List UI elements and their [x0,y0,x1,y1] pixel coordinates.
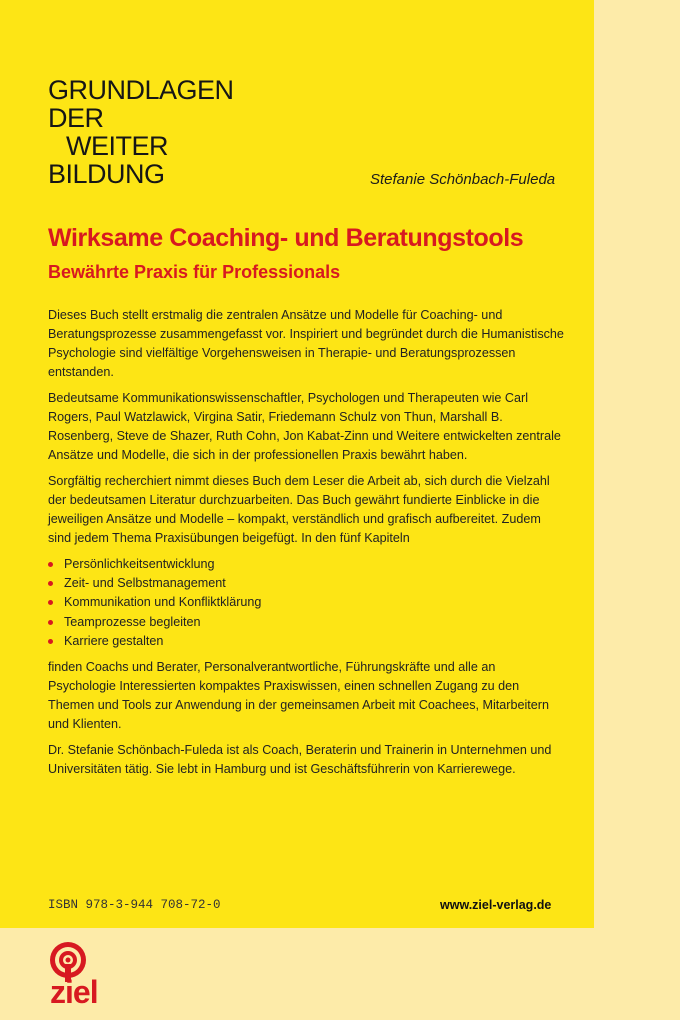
blurb-paragraph-2: Bedeutsame Kommunikationswissenschaftler, Psychologen und Therapeuten wie Carl Rogers, Paul Watzlawick, Virgina Satir, Friedemann Schulz von Thun, Marshall B. Rosenberg, Steve de Shazer, Ruth Cohn, Jon Kabat-Zinn und Weitere entwickelten zentrale Ansätze und Modelle, die sich in der professionellen Praxis bewährt haben. [48,391,561,462]
list-item [48,555,564,574]
list-item-label: Zeit- und Selbstmanagement [64,576,226,591]
bullet-icon [48,600,53,605]
list-item [48,613,564,632]
book-subtitle: Bewährte Praxis für Professionals [48,262,341,282]
blurb-paragraph-1: Dieses Buch stellt erstmalig die zentralen Ansätze und Modelle für Coaching- und Beratungsprozesse zusammengefasst vor. Inspiriert und begründet durch die Humanistische Psychologie sind vielfältige Vorgehensweisen in Therapie- und Beratungsprozessen entstanden. [48,308,564,379]
bullet-icon [48,562,53,567]
bullet-icon [48,639,53,644]
series-line-2: DER [48,103,104,133]
list-item [48,574,564,593]
list-item-label: Teamprozesse begleiten [64,614,201,629]
list-item [48,593,564,612]
isbn: ISBN 978-3-944 708-72-0 [48,898,221,912]
bullet-icon [48,581,53,586]
blurb [48,306,564,786]
list-item-label: Kommunikation und Konfliktklärung [64,595,262,610]
publisher-logo [48,938,110,1012]
list-item-label: Karriere gestalten [64,633,164,648]
publisher-url[interactable]: www.ziel-verlag.de [440,898,552,912]
logo-wordmark: ziel [50,974,98,1010]
series-line-3: WEITER [66,131,168,161]
chapter-list [48,555,564,651]
series-title [48,76,234,188]
bullet-icon [48,620,53,625]
series-line-4: BILDUNG [48,159,165,189]
page-margin-right [594,0,680,1020]
blurb-paragraph-4: finden Coachs und Berater, Personalverantwortliche, Führungskräfte und alle an Psychologie Interessierten kompaktes Praxiswissen, einen schnellen Zugang zu den Themen und Tools zur Anwendung in der gemeinsamen Arbeit mit Coachees, Mitarbeitern und Klienten. [48,660,549,732]
author-name: Stefanie Schönbach-Fuleda [370,171,556,188]
series-line-1: GRUNDLAGEN [48,75,234,105]
blurb-paragraph-5: Dr. Stefanie Schönbach-Fuleda ist als Coach, Beraterin und Trainerin in Unternehmen und Universitäten tätig. Sie lebt in Hamburg und ist Geschäftsführerin von Karrierewege. [48,743,552,777]
blurb-paragraph-3: Sorgfältig recherchiert nimmt dieses Buch dem Leser die Arbeit ab, sich durch die Vielzahl der bedeutsamen Literatur durchzuarbeiten. Das Buch gewährt fundierte Einblicke in die jeweiligen Ansätze und Modelle – kompakt, verständlich und grafisch aufbereitet. Zudem sind jedem Thema Praxisübungen beigefügt. In den fünf Kapiteln [48,474,550,545]
book-title: Wirksame Coaching- und Beratungstools [48,224,524,252]
list-item-label: Persönlichkeitsentwicklung [64,557,215,571]
list-item [48,632,564,651]
